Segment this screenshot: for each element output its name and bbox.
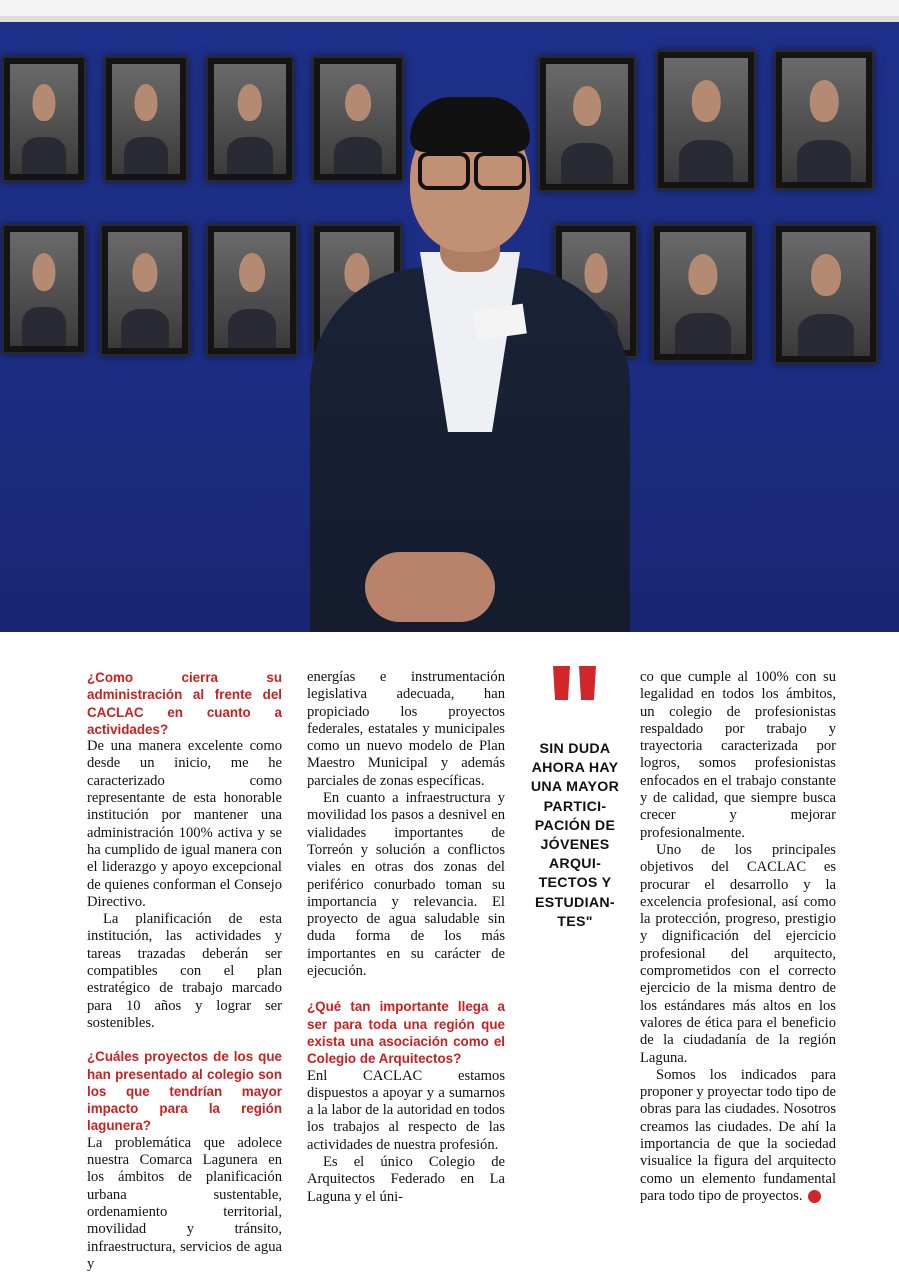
article-column-1 (87, 669, 282, 1273)
framed-portrait (104, 56, 188, 182)
interviewee-figure (310, 82, 630, 632)
question-heading: ¿Como cierra su administración al frente del CACLAC en cuanto a actividades? (87, 670, 282, 737)
answer-paragraph (640, 1067, 836, 1205)
question-heading: ¿Qué tan importante llega a ser para toda una región que exista una asociación como el Colegio de Arquitectos? (307, 999, 505, 1067)
framed-portrait (206, 56, 294, 182)
answer-paragraph: En cuanto a infraestructura y movilidad los pasos a desnivel en vialidades importantes de Torreón y solución a conflictos viales en otras dos zonas del periférico conurbado toman su importancia y relevancia. El proyecto de agua saludable sin duda forma de los más importantes en su carácter de ejecución. (307, 790, 505, 980)
quote-marks-icon (547, 662, 603, 704)
pull-quote-text: SIN DUDA AHORA HAY UNA MAYOR PARTICI- PACIÓN DE JÓVENES ARQUI- TECTOS Y ESTUDIAN- TES" (530, 741, 620, 930)
answer-paragraph: energías e instrumentación legislativa adecuada, han propiciado los proyectos federales, estatales y municipales como un nuevo modelo de Plan Maestro Municipal y además parciales de zonas específicas. (307, 669, 505, 789)
end-of-article-icon: M (808, 1190, 821, 1203)
framed-portrait (206, 224, 298, 356)
framed-portrait (100, 224, 190, 356)
answer-paragraph: co que cumple al 100% con su legalidad en todos los ámbitos, un colegio de profesionistas respaldado por trabajo y trayectoria caracterizada por logros, somos profesionistas enfocados en el trabajo constante y de calidad, que siempre busca crecer y mejorar profesionalmente. (640, 669, 836, 841)
closing-paragraph-text: Somos los indicados para proponer y proyectar todo tipo de obras para las ciudades. Nosotros creamos las ciudades. De ahí la importancia de que la sociedad visualice la figura del arquitecto como un elemento fundamental para todo tipo de proyectos. (640, 1066, 836, 1204)
question-heading: ¿Cuáles proyectos de los que han presentado al colegio son los que tendrían mayor impacto para la región lagunera? (87, 1049, 282, 1134)
article-column-2 (307, 669, 505, 1206)
article-column-4 (640, 669, 836, 1205)
answer-paragraph: La problemática que adolece nuestra Comarca Lagunera en los ámbitos de planificación urbana sustentable, ordenamiento territorial, movilidad y tránsito, infraestructura, servicios de agua y (87, 1134, 282, 1272)
answer-paragraph: De una manera excelente como desde un inicio, me he caracterizado como representante de esta honorable institución por mantener una administración 100% activa y se ha cumplido de igual manera con el liderazgo y apoyo excepcional de quienes conforman el Consejo Directivo. (87, 738, 282, 910)
portrait-photo (0, 22, 899, 632)
framed-portrait (2, 224, 86, 354)
answer-paragraph: Uno de los principales objetivos del CACLAC es procurar el desarrollo y la excelencia profesional, así como la protección, progreso, prestigio y dignificación del ejercicio profesional del arquitecto, comprometidos con el correcto ejercicio de la misma dentro de los estándares más altos en los valores de ética para el beneficio de la ciudadanía de la región Laguna. (640, 841, 836, 1066)
answer-paragraph: La planificación de esta institución, las actividades y tareas trazadas deberán ser compatibles con el plan estratégico de trabajo marcado para 10 años y lograr ser sostenibles. (87, 911, 282, 1031)
framed-portrait (2, 56, 86, 182)
framed-portrait (774, 224, 878, 364)
framed-portrait (774, 50, 874, 190)
answer-paragraph: Es el único Colegio de Arquitectos Federado en La Laguna y el úni- (307, 1154, 505, 1205)
page-top-edge (0, 0, 899, 22)
framed-portrait (652, 224, 754, 362)
framed-portrait (656, 50, 756, 190)
answer-paragraph: Enl CACLAC estamos dispuestos a apoyar y a sumarnos a la labor de la autoridad en todos los trabajos al respecto de las actividades de nuestra profesión. (307, 1067, 505, 1153)
pull-quote (525, 662, 625, 932)
